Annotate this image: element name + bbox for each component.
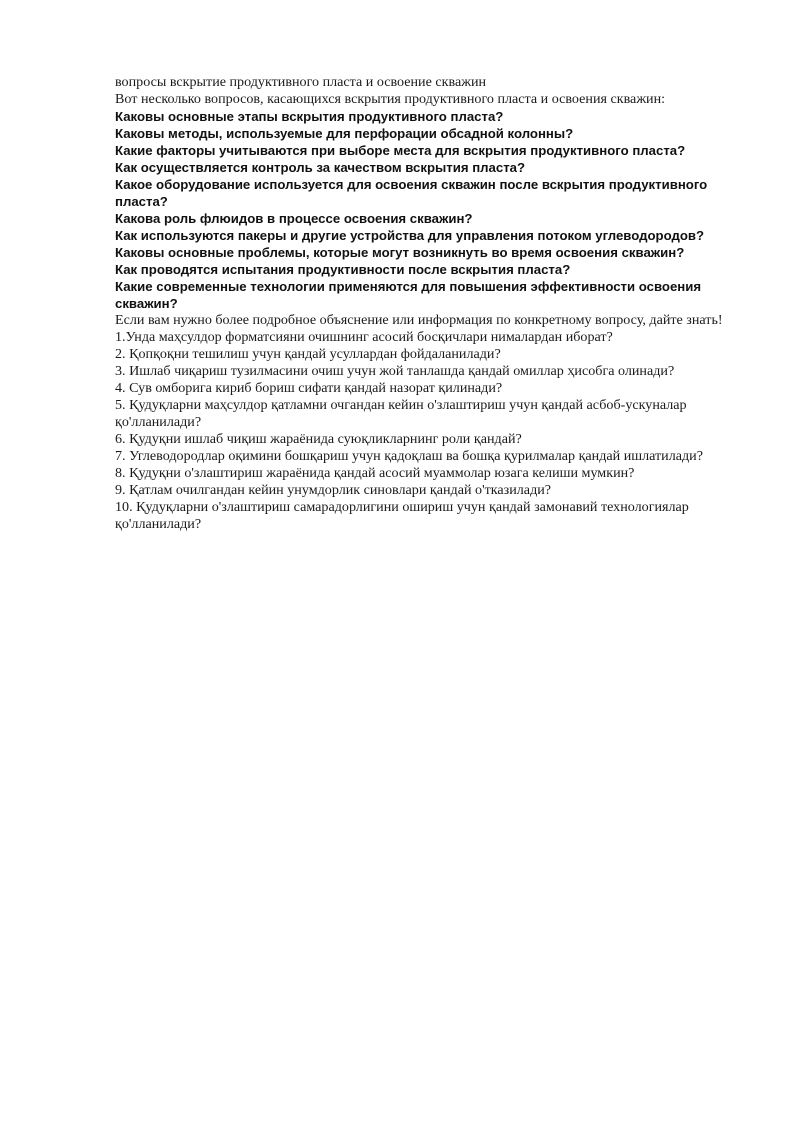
- question-ru-9: Как проводятся испытания продуктивности после вскрытия пласта?: [115, 262, 571, 277]
- question-uz-9: 9. Қатлам очилгандан кейин унумдорлик синовлари қандай о'тказилади?: [115, 482, 552, 498]
- question-ru-4: Как осуществляется контроль за качеством вскрытия пласта?: [115, 160, 526, 175]
- question-uz-8: 8. Қудуқни о'злаштириш жараёнида қандай асосий муаммолар юзага келиши мумкин?: [115, 465, 635, 481]
- document-body: [115, 74, 725, 533]
- question-uz-10: 10. Қудуқларни о'злаштириш самарадорлигини ошириш учун қандай замонавий технологиялар қо'лланилади?: [115, 499, 689, 532]
- closing-paragraph: Если вам нужно более подробное объяснение или информация по конкретному вопросу, дайте знать!: [115, 312, 723, 328]
- question-uz-1: 1.Унда маҳсулдор форматсияни очишнинг асосий босқичлари нималардан иборат?: [115, 329, 613, 345]
- question-ru-2: Каковы методы, используемые для перфорации обсадной колонны?: [115, 126, 574, 141]
- question-ru-3: Какие факторы учитываются при выборе места для вскрытия продуктивного пласта?: [115, 143, 686, 158]
- question-uz-2: 2. Қопқоқни тешилиш учун қандай усуллардан фойдаланилади?: [115, 346, 501, 362]
- question-uz-5: 5. Қудуқларни маҳсулдор қатламни очгандан кейин о'злаштириш учун қандай асбоб-ускуналар қо'лланилади?: [115, 397, 687, 430]
- question-ru-6: Какова роль флюидов в процессе освоения скважин?: [115, 211, 473, 226]
- question-ru-5: Какое оборудование используется для освоения скважин после вскрытия продуктивного пласта?: [115, 177, 708, 209]
- question-ru-8: Каковы основные проблемы, которые могут возникнуть во время освоения скважин?: [115, 245, 685, 260]
- question-ru-7: Как используются пакеры и другие устройства для управления потоком углеводородов?: [115, 228, 705, 243]
- question-uz-6: 6. Қудуқни ишлаб чиқиш жараёнида суюқликларнинг роли қандай?: [115, 431, 522, 447]
- question-uz-4: 4. Сув омборига кириб бориш сифати қандай назорат қилинади?: [115, 380, 503, 396]
- intro-paragraph: Вот несколько вопросов, касающихся вскрытия продуктивного пласта и освоения скважин:: [115, 91, 666, 107]
- question-uz-7: 7. Углеводородлар оқимини бошқариш учун қадоқлаш ва бошқа қурилмалар қандай ишлатилади?: [115, 448, 703, 464]
- question-ru-10: Какие современные технологии применяются для повышения эффективности освоения скважин?: [115, 279, 702, 311]
- question-uz-3: 3. Ишлаб чиқариш тузилмасини очиш учун жой танлашда қандай омиллар ҳисобга олинади?: [115, 363, 675, 379]
- document-title-line: вопросы вскрытие продуктивного пласта и освоение скважин: [115, 74, 487, 90]
- question-ru-1: Каковы основные этапы вскрытия продуктивного пласта?: [115, 109, 504, 124]
